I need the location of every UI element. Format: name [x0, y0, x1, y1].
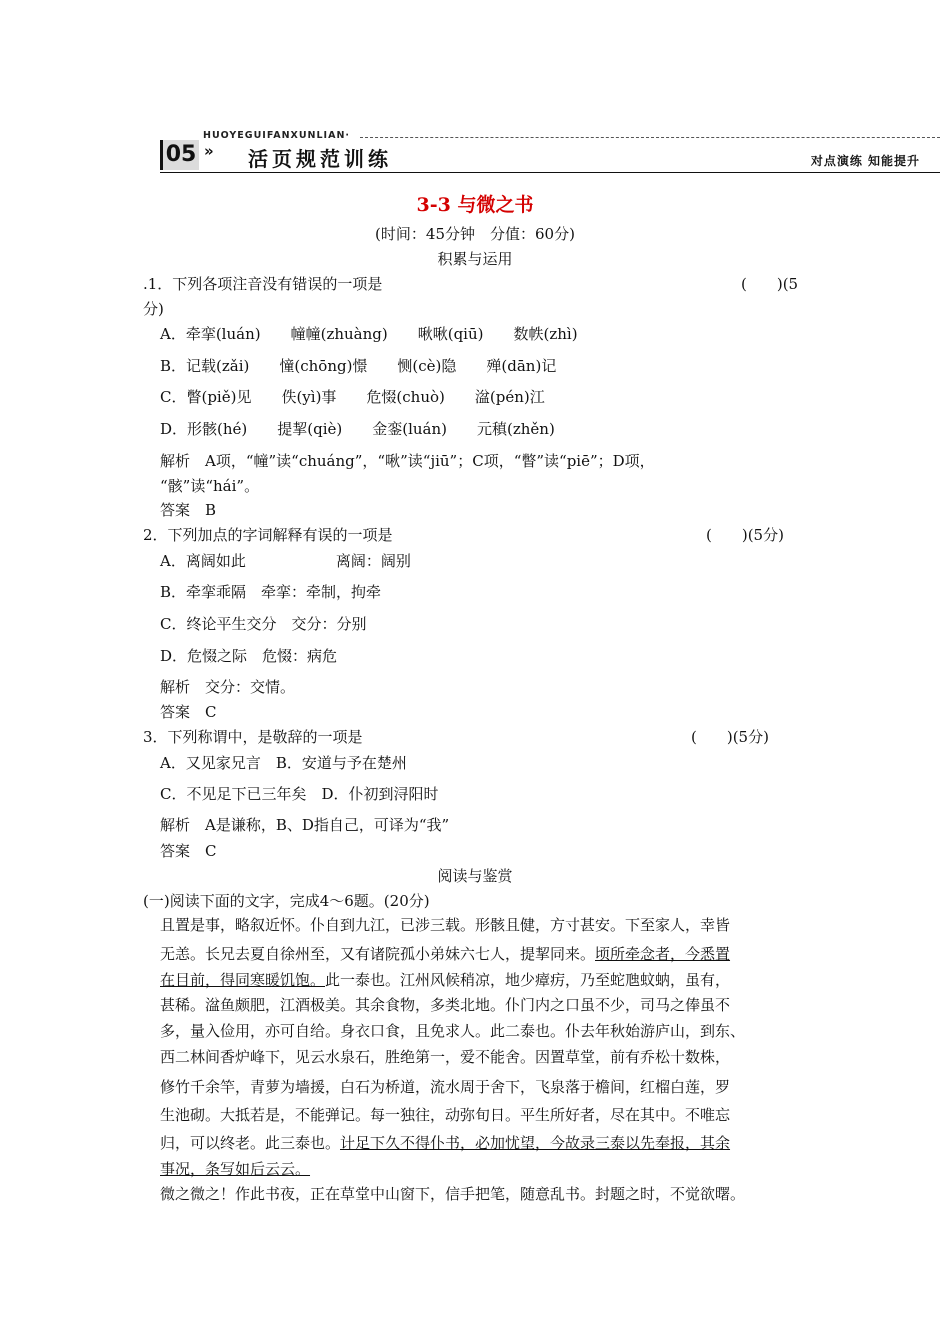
underlined-sentence: 顷所牵念者，今悉置: [595, 945, 731, 963]
q2-score: ( )(5分): [706, 526, 784, 544]
q2-answer: 答案 C: [160, 703, 217, 721]
document-title: 3-3 与微之书: [416, 194, 534, 216]
q1-option-c: C．瞥(piě)见 佚(yì)事 危惙(chuò) 湓(pén)江: [160, 388, 545, 406]
q2-option-d: D．危惙之际 危惙：病危: [160, 647, 338, 665]
passage-text: 归，可以终老。此三泰也。: [160, 1134, 341, 1152]
header-title: 活页规范训练: [248, 147, 392, 171]
passage-line: 甚稀。湓鱼颇肥，江酒极美。其余食物，多类北地。仆门内之口虽不少，司马之俸虽不: [160, 996, 731, 1014]
q2-option-b: B．牵挛乖隔 牵挛：牵制，拘牵: [160, 583, 382, 601]
q3-stem: 3．下列称谓中，是敬辞的一项是: [143, 728, 363, 746]
q1-score-cont: 分): [143, 300, 164, 318]
passage-line: 修竹千余竿，青萝为墙援，白石为桥道，流水周于舍下，飞泉落于檐间，红榴白莲，罗: [160, 1078, 731, 1096]
section-heading-reading: 阅读与鉴赏: [437, 867, 513, 885]
q2-stem: 2．下列加点的字词解释有误的一项是: [143, 526, 393, 544]
section-heading-accumulation: 积累与运用: [437, 250, 513, 268]
passage-line: 多，量入俭用，亦可自给。身衣口食，且免求人。此二泰也。仆去年秋始游庐山，到东、: [160, 1022, 746, 1040]
q1-stem: .1．下列各项注音没有错误的一项是: [143, 275, 383, 293]
passage-text: 无恙。长兄去夏自徐州至，又有诸院孤小弟妹六七人，提挈同来。: [160, 945, 596, 963]
q1-option-a: A．牵挛(luán) 幢幢(zhuàng) 啾啾(qiū) 数帙(zhì): [160, 325, 578, 343]
q1-option-d: D．形骸(hé) 提挈(qiè) 金銮(luán) 元稹(zhěn): [160, 420, 555, 438]
q3-analysis: 解析 A是谦称，B、D指自己，可译为“我”: [160, 816, 450, 834]
passage-line: 生池砌。大抵若是，不能弹记。每一独往，动弥旬日。平生所好者，尽在其中。不唯忘: [160, 1106, 731, 1124]
passage-line: 且置是事，略叙近怀。仆自到九江，已涉三载。形骸且健，方寸甚安。下至家人，幸皆: [160, 916, 731, 934]
q1-answer: 答案 B: [160, 501, 217, 519]
passage-line: [160, 969, 730, 990]
q1-analysis: 解析 A项，“幢”读“chuáng”，“啾”读“jiū”；C项，“瞥”读“piē”；D项，: [160, 452, 655, 470]
reading-intro: (一)阅读下面的文字，完成4～6题。(20分): [143, 892, 430, 910]
q3-answer: 答案 C: [160, 842, 217, 860]
underlined-sentence: 事况，条写如后云云。: [160, 1160, 311, 1178]
q3-score: ( )(5分): [691, 728, 769, 746]
underlined-sentence: 计足下久不得仆书，必加忧望，今故录三泰以先奉报，其余: [340, 1134, 731, 1152]
q1-option-b: B．记载(zǎi) 憧(chōng)憬 恻(cè)隐 殚(dān)记: [160, 357, 557, 375]
q2-analysis: 解析 交分：交情。: [160, 678, 296, 696]
q3-options-ab: A．又见家兄言 B．安道与予在楚州: [160, 754, 407, 772]
header-rule: [160, 172, 940, 173]
passage-line: 西二林间香炉峰下，见云水泉石，胜绝第一，爱不能舍。因置草堂，前有乔松十数株，: [160, 1048, 731, 1066]
header-badge: 05: [160, 140, 199, 170]
q2-option-c: C．终论平生交分 交分：分别: [160, 615, 367, 633]
header-right-label: 对点演练 知能提升: [810, 154, 920, 168]
q2-option-a: A．离阔如此 离阔：阔别: [160, 552, 411, 570]
header-pinyin: HUOYEGUIFANXUNLIAN·: [203, 130, 351, 141]
time-score-meta: (时间：45分钟 分值：60分): [375, 225, 575, 243]
header-arrow-icon: »: [204, 142, 214, 160]
q1-analysis-cont: “骸”读“hái”。: [160, 477, 260, 495]
passage-text: 此一泰也。江州风候稍凉，地少瘴疠，乃至蛇虺蚊蚋，虽有，: [325, 971, 731, 989]
passage-line: 微之微之！作此书夜，正在草堂中山窗下，信手把笔，随意乱书。封题之时，不觉欲曙。: [160, 1185, 746, 1203]
underlined-sentence: 在目前，得同寒暖饥饱。: [160, 971, 326, 989]
q1-score: ( )(5: [741, 275, 799, 293]
passage-line: [160, 943, 730, 964]
q3-options-cd: C．不见足下已三年矣 D．仆初到浔阳时: [160, 785, 439, 803]
passage-line: [160, 1132, 730, 1153]
header-dashed-rule: [360, 137, 940, 138]
passage-line: [160, 1158, 310, 1179]
